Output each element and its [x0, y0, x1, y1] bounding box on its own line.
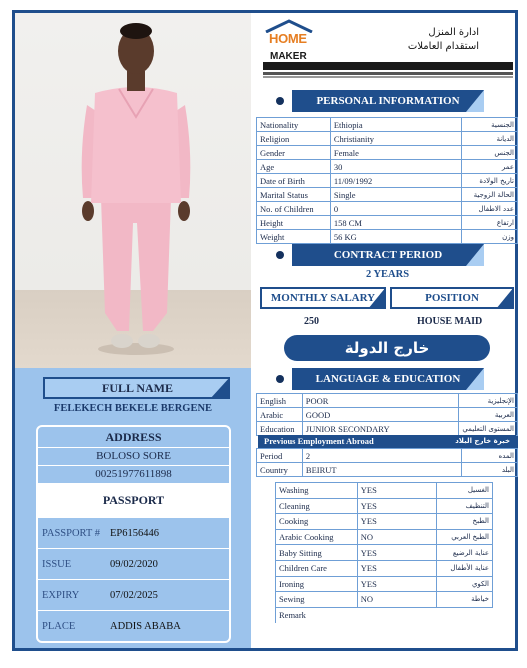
passport-row: [38, 548, 229, 579]
personal-info-row: [257, 202, 518, 216]
abroad-banner: خارج الدولة: [284, 335, 490, 361]
arabic-line-2: استقدام العاملات: [407, 41, 479, 52]
contract-period-header: [276, 244, 506, 266]
row-label: Nationality: [257, 118, 331, 132]
row-label-arabic: عدد الاطفال: [462, 202, 518, 216]
row-label-arabic: الكوي: [437, 576, 493, 592]
row-label: Gender: [257, 146, 331, 160]
row-label-arabic: تاريخ الولادة: [462, 174, 518, 188]
row-value: YES: [357, 498, 436, 514]
row-label-arabic: وزن: [462, 230, 518, 244]
logo-home-text: HOME: [269, 31, 307, 46]
skill-row: [276, 529, 493, 545]
passport-value: ADDIS ABABA: [110, 620, 181, 632]
candidate-figure: [15, 13, 251, 368]
row-value: YES: [357, 514, 436, 530]
remark-label: Remark: [276, 607, 493, 623]
passport-value: 09/02/2020: [110, 558, 158, 570]
row-value: Female: [330, 146, 461, 160]
row-label: Arabic Cooking: [276, 529, 358, 545]
previous-employment-table: [256, 448, 518, 477]
row-label: Ironing: [276, 576, 358, 592]
passport-key: EXPIRY: [42, 589, 80, 601]
row-value: 2: [302, 449, 461, 463]
row-value: 0: [330, 202, 461, 216]
row-label-arabic: البلد: [462, 463, 518, 477]
bullet-icon: [276, 97, 284, 105]
personal-info-row: [257, 146, 518, 160]
bullet-icon: [276, 251, 284, 259]
row-label-arabic: الطبخ العربي: [437, 529, 493, 545]
personal-info-header: [276, 90, 506, 112]
language-education-header: [276, 368, 506, 390]
row-label-arabic: خياطة: [437, 592, 493, 608]
row-value: NO: [357, 529, 436, 545]
previous-employment-title: Previous Employment Abroad: [264, 436, 374, 446]
skill-row: [276, 560, 493, 576]
full-name-value: FELEKECH BEKELE BERGENE: [53, 403, 213, 414]
row-label: Age: [257, 160, 331, 174]
passport-row: [38, 579, 229, 610]
row-value: JUNIOR SECONDARY: [302, 422, 459, 436]
monthly-salary-header: [260, 287, 386, 309]
row-label: Weight: [257, 230, 331, 244]
personal-info-row: [257, 160, 518, 174]
row-value: 158 CM: [330, 216, 461, 230]
personal-info-row: [257, 230, 518, 244]
skill-row: [276, 592, 493, 608]
row-value: Christianity: [330, 132, 461, 146]
address-line-1: BOLOSO SORE: [38, 447, 229, 465]
row-label-arabic: الديانة: [462, 132, 518, 146]
personal-info-row: [257, 132, 518, 146]
personal-info-row: [257, 216, 518, 230]
position-label: POSITION: [425, 292, 479, 304]
row-value: Single: [330, 188, 461, 202]
previous-employment-header: [258, 435, 516, 448]
row-value: YES: [357, 576, 436, 592]
row-label: Date of Birth: [257, 174, 331, 188]
skills-table: [275, 482, 493, 623]
row-value: 30: [330, 160, 461, 174]
left-info-panel: [15, 368, 251, 648]
passport-label: PASSPORT: [38, 483, 229, 517]
row-label-arabic: العربية: [459, 408, 518, 422]
right-column: [254, 13, 521, 648]
row-value: GOOD: [302, 408, 459, 422]
skill-row: [276, 498, 493, 514]
row-label: Marital Status: [257, 188, 331, 202]
remark-row: [276, 607, 493, 623]
row-label-arabic: الحالة الزوجية: [462, 188, 518, 202]
passport-key: PASSPORT #: [42, 527, 101, 539]
home-maker-logo: [260, 19, 318, 65]
row-value: BEIRUT: [302, 463, 461, 477]
row-label: Education: [257, 422, 303, 436]
row-value: 56 KG: [330, 230, 461, 244]
row-label-arabic: الجنسية: [462, 118, 518, 132]
row-value: NO: [357, 592, 436, 608]
contract-period-title: CONTRACT PERIOD: [292, 244, 484, 266]
row-label-arabic: الطبخ: [437, 514, 493, 530]
address-line-2: 00251977611898: [38, 465, 229, 483]
row-label: Religion: [257, 132, 331, 146]
row-label: Country: [257, 463, 303, 477]
passport-key: PLACE: [42, 620, 76, 632]
row-label-arabic: التنظيف: [437, 498, 493, 514]
row-label-arabic: عناية الأطفال: [437, 560, 493, 576]
personal-info-title: PERSONAL INFORMATION: [292, 90, 484, 112]
row-label-arabic: المستوى التعليمي: [459, 422, 518, 436]
previous-employment-row: [257, 449, 518, 463]
contract-duration: 2 YEARS: [365, 269, 410, 280]
row-label: No. of Children: [257, 202, 331, 216]
personal-info-row: [257, 188, 518, 202]
row-value: 11/09/1992: [330, 174, 461, 188]
row-value: YES: [357, 560, 436, 576]
left-column: [15, 13, 251, 648]
monthly-salary-value: 250: [304, 316, 319, 327]
full-name-header: [43, 377, 230, 399]
header-rule: [263, 72, 513, 75]
row-value: YES: [357, 545, 436, 561]
cv-frame: [12, 10, 518, 651]
row-label: English: [257, 394, 303, 408]
row-label: Cleaning: [276, 498, 358, 514]
bullet-icon: [276, 375, 284, 383]
personal-info-row: [257, 174, 518, 188]
row-label: Height: [257, 216, 331, 230]
language-row: [257, 422, 518, 436]
skill-row: [276, 514, 493, 530]
row-label: Period: [257, 449, 303, 463]
skill-row: [276, 545, 493, 561]
skill-row: [276, 483, 493, 499]
previous-employment-row: [257, 463, 518, 477]
passport-value: 07/02/2025: [110, 589, 158, 601]
row-label: Children Care: [276, 560, 358, 576]
row-value: YES: [357, 483, 436, 499]
arabic-line-1: ادارة المنزل: [428, 27, 479, 38]
position-header: [390, 287, 514, 309]
language-row: [257, 394, 518, 408]
logo-maker-text: MAKER: [270, 51, 307, 62]
previous-employment-title-ar: خبرة خارج البلاد: [455, 437, 510, 445]
row-label-arabic: المده: [462, 449, 518, 463]
position-value: HOUSE MAID: [417, 316, 483, 327]
full-name-label: FULL NAME: [101, 381, 173, 395]
passport-row: [38, 517, 229, 548]
header-rule: [263, 76, 513, 78]
row-label: Sewing: [276, 592, 358, 608]
row-label: Arabic: [257, 408, 303, 422]
candidate-photo: [15, 13, 251, 368]
passport-row: [38, 610, 229, 641]
passport-key: ISSUE: [42, 558, 72, 570]
row-label-arabic: الإنجليزية: [459, 394, 518, 408]
skill-row: [276, 576, 493, 592]
row-value: Ethiopia: [330, 118, 461, 132]
personal-info-table: [256, 117, 518, 244]
personal-info-row: [257, 118, 518, 132]
row-label-arabic: الجنس: [462, 146, 518, 160]
language-education-title: LANGUAGE & EDUCATION: [292, 368, 484, 390]
passport-value: EP6156446: [110, 527, 160, 539]
row-label: Baby Sitting: [276, 545, 358, 561]
arabic-company-name: [408, 26, 479, 54]
address-card: [36, 425, 231, 643]
address-label: ADDRESS: [105, 430, 162, 444]
monthly-salary-label: MONTHLY SALARY: [270, 292, 376, 304]
row-label-arabic: عمر: [462, 160, 518, 174]
header-rule: [263, 62, 513, 70]
row-label: Washing: [276, 483, 358, 499]
language-education-table: [256, 393, 518, 436]
row-label-arabic: ارتفاع: [462, 216, 518, 230]
row-label-arabic: عناية الرضيع: [437, 545, 493, 561]
language-row: [257, 408, 518, 422]
row-label-arabic: الغسيل: [437, 483, 493, 499]
row-value: POOR: [302, 394, 459, 408]
row-label: Cooking: [276, 514, 358, 530]
